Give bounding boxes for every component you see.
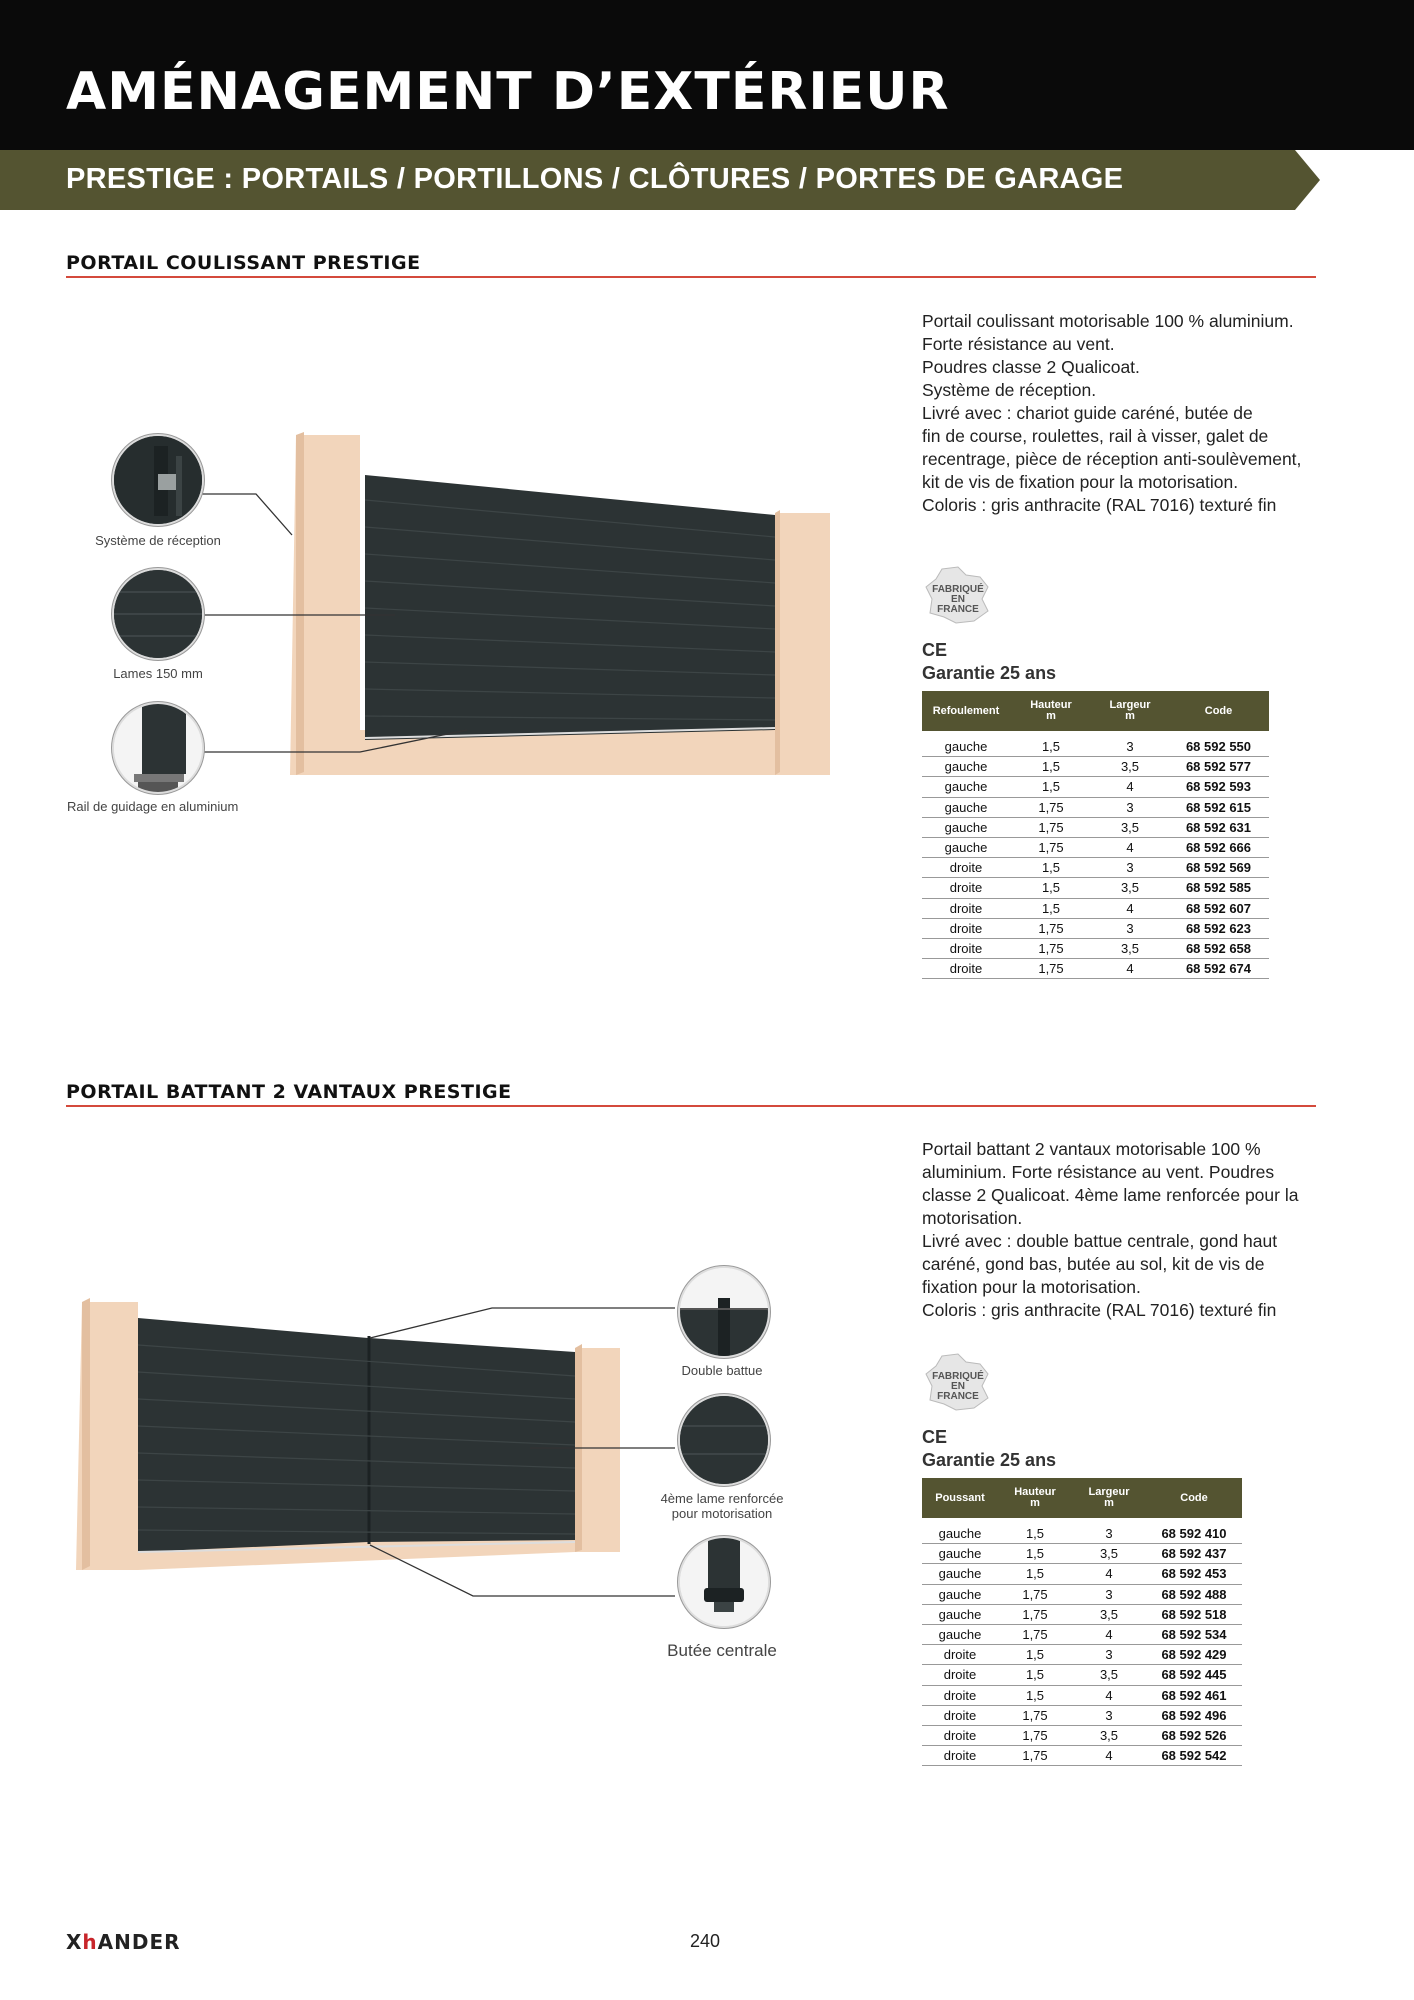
table-cell: 1,5 — [998, 1524, 1072, 1544]
table-cell: 3 — [1092, 737, 1168, 757]
table-row — [922, 1665, 1242, 1685]
table-cell: droite — [922, 878, 1010, 898]
reception-system-detail — [112, 434, 204, 526]
badge-line: FRANCE — [937, 1391, 979, 1402]
table-row — [922, 757, 1269, 777]
table-row — [922, 938, 1269, 958]
double-rebate-detail — [678, 1266, 770, 1358]
section-divider — [66, 1105, 1316, 1107]
table-cell: gauche — [922, 757, 1010, 777]
column-header: Largeur m — [1072, 1478, 1146, 1518]
table-cell: 4 — [1072, 1624, 1146, 1644]
table-cell: gauche — [922, 1524, 998, 1544]
brand-suffix: ANDER — [97, 1930, 181, 1954]
table-cell: gauche — [922, 1584, 998, 1604]
table-cell: gauche — [922, 1624, 998, 1644]
table-cell: 3,5 — [1092, 938, 1168, 958]
table-cell: gauche — [922, 1604, 998, 1624]
table-cell: 68 592 550 — [1168, 737, 1269, 757]
table-row — [922, 737, 1269, 757]
table-cell: droite — [922, 898, 1010, 918]
central-stop-detail — [678, 1536, 770, 1628]
table-cell: 68 592 445 — [1146, 1665, 1242, 1685]
column-header: Refoulement — [922, 691, 1010, 731]
column-header: Hauteur m — [998, 1478, 1072, 1518]
spec-table — [922, 1478, 1242, 1766]
table-cell: 68 592 526 — [1146, 1725, 1242, 1745]
table-row — [922, 1705, 1242, 1725]
table-row — [922, 1685, 1242, 1705]
spec-table-body — [922, 737, 1269, 979]
table-cell: 68 592 488 — [1146, 1584, 1242, 1604]
table-cell: 4 — [1092, 959, 1168, 979]
table-cell: droite — [922, 1746, 998, 1766]
table-cell: 1,5 — [998, 1544, 1072, 1564]
table-cell: 3 — [1072, 1645, 1146, 1665]
table-cell: 1,75 — [998, 1725, 1072, 1745]
table-cell: 68 592 461 — [1146, 1685, 1242, 1705]
badge-line: FABRIQUÉ — [932, 584, 984, 595]
table-row — [922, 858, 1269, 878]
section-title-swing-gate: PORTAIL BATTANT 2 VANTAUX PRESTIGE — [66, 1081, 512, 1103]
table-cell: 1,5 — [998, 1665, 1072, 1685]
table-cell: 68 592 542 — [1146, 1746, 1242, 1766]
badge-line: FRANCE — [937, 604, 979, 615]
section-divider — [66, 276, 1316, 278]
table-cell: droite — [922, 959, 1010, 979]
table-row — [922, 1746, 1242, 1766]
detail-caption: Double battue — [681, 1363, 763, 1378]
table-cell: 1,75 — [998, 1584, 1072, 1604]
table-cell: 68 592 429 — [1146, 1645, 1242, 1665]
table-row — [922, 1645, 1242, 1665]
table-cell: 3,5 — [1072, 1725, 1146, 1745]
badge-line: EN — [951, 1381, 965, 1392]
table-cell: 1,75 — [998, 1746, 1072, 1766]
made-in-france-badge — [922, 1352, 994, 1412]
table-row — [922, 797, 1269, 817]
badge-line: FABRIQUÉ — [932, 1371, 984, 1382]
table-cell: 68 592 607 — [1168, 898, 1269, 918]
table-cell: gauche — [922, 837, 1010, 857]
table-cell: 68 592 410 — [1146, 1524, 1242, 1544]
table-cell: 1,5 — [998, 1645, 1072, 1665]
column-header: Hauteur m — [1010, 691, 1092, 731]
table-cell: 4 — [1092, 777, 1168, 797]
ce-warranty: CE Garantie 25 ans — [922, 640, 1057, 683]
table-cell: gauche — [922, 797, 1010, 817]
page-number: 240 — [689, 1931, 721, 1951]
table-row — [922, 1604, 1242, 1624]
table-cell: droite — [922, 1685, 998, 1705]
product-description: Portail battant 2 vantaux motorisable 100 % aluminium. Forte résistance au vent. Poudres classe 2 Qualicoat. 4ème lame renforcée pour la motorisation. Livré avec : double battue centrale, gond haut caréné, gond bas, butée au sol, kit de vis de fixation pour la motorisation. Coloris : gris anthracite (RAL 7016) texturé fin — [922, 1139, 1299, 1320]
table-cell: 4 — [1092, 837, 1168, 857]
spec-table — [922, 691, 1269, 979]
made-in-france-badge — [922, 565, 994, 625]
table-cell: 68 592 577 — [1168, 757, 1269, 777]
table-cell: 1,75 — [998, 1624, 1072, 1644]
ce-warranty: CE Garantie 25 ans — [922, 1427, 1057, 1470]
page-title: AMÉNAGEMENT D’EXTÉRIEUR — [66, 62, 950, 122]
table-cell: 4 — [1072, 1746, 1146, 1766]
detail-caption: 4ème lame renforcée pour motorisation — [660, 1491, 784, 1521]
detail-caption: Système de réception — [95, 533, 221, 548]
table-cell: gauche — [922, 817, 1010, 837]
table-cell: 68 592 623 — [1168, 918, 1269, 938]
table-header-row — [922, 1478, 1242, 1518]
table-cell: 3,5 — [1072, 1665, 1146, 1685]
spec-table-body — [922, 1524, 1242, 1766]
table-cell: 1,5 — [1010, 757, 1092, 777]
table-cell: 68 592 593 — [1168, 777, 1269, 797]
table-cell: 68 592 534 — [1146, 1624, 1242, 1644]
product-description: Portail coulissant motorisable 100 % aluminium. Forte résistance au vent. Poudres classe 2 Qualicoat. Système de réception. Livré avec : chariot guide caréné, butée de fin de course, roulettes, rail à visser, galet de recentrage, pièce de réception anti-soulèvement, kit de vis de fixation pour la motorisation. Coloris : gris anthracite (RAL 7016) texturé fin — [922, 311, 1302, 515]
table-cell: 3 — [1092, 797, 1168, 817]
table-cell: 1,5 — [1010, 878, 1092, 898]
column-header: Largeur m — [1092, 691, 1168, 731]
brand-logo — [66, 1930, 181, 1954]
table-cell: 1,75 — [1010, 938, 1092, 958]
table-row — [922, 1725, 1242, 1745]
table-row — [922, 1584, 1242, 1604]
table-cell: 1,75 — [1010, 918, 1092, 938]
table-row — [922, 898, 1269, 918]
table-cell: 3,5 — [1072, 1544, 1146, 1564]
table-row — [922, 959, 1269, 979]
table-cell: gauche — [922, 1564, 998, 1584]
table-cell: 1,75 — [998, 1604, 1072, 1624]
table-cell: 68 592 666 — [1168, 837, 1269, 857]
table-cell: 1,5 — [1010, 777, 1092, 797]
column-header: Code — [1146, 1478, 1242, 1518]
table-cell: droite — [922, 1645, 998, 1665]
table-cell: 1,5 — [1010, 858, 1092, 878]
table-cell: 68 592 615 — [1168, 797, 1269, 817]
table-row — [922, 878, 1269, 898]
table-cell: 1,5 — [998, 1685, 1072, 1705]
table-cell: 1,75 — [998, 1705, 1072, 1725]
table-row — [922, 1624, 1242, 1644]
table-cell: 1,75 — [1010, 837, 1092, 857]
table-cell: 4 — [1072, 1564, 1146, 1584]
table-cell: 1,75 — [1010, 959, 1092, 979]
table-cell: 68 592 437 — [1146, 1544, 1242, 1564]
table-header-row — [922, 691, 1269, 731]
table-cell: 4 — [1072, 1685, 1146, 1705]
table-cell: 1,75 — [1010, 817, 1092, 837]
table-cell: 4 — [1092, 898, 1168, 918]
detail-caption: Rail de guidage en aluminium — [67, 799, 239, 814]
table-row — [922, 1544, 1242, 1564]
table-cell: 68 592 518 — [1146, 1604, 1242, 1624]
table-cell: 68 592 585 — [1168, 878, 1269, 898]
brand-h: h — [82, 1930, 98, 1954]
table-cell: droite — [922, 1705, 998, 1725]
column-header: Code — [1168, 691, 1269, 731]
table-cell: droite — [922, 938, 1010, 958]
slats-detail — [112, 568, 204, 660]
table-cell: gauche — [922, 737, 1010, 757]
table-row — [922, 918, 1269, 938]
table-cell: 1,75 — [1010, 797, 1092, 817]
table-cell: droite — [922, 1665, 998, 1685]
table-cell: gauche — [922, 777, 1010, 797]
table-cell: 68 592 674 — [1168, 959, 1269, 979]
table-cell: droite — [922, 1725, 998, 1745]
table-cell: droite — [922, 858, 1010, 878]
table-row — [922, 1524, 1242, 1544]
table-cell: gauche — [922, 1544, 998, 1564]
table-cell: 3,5 — [1072, 1604, 1146, 1624]
table-cell: 1,5 — [1010, 737, 1092, 757]
table-cell: 3,5 — [1092, 878, 1168, 898]
table-cell: 1,5 — [998, 1564, 1072, 1584]
table-row — [922, 837, 1269, 857]
table-cell: 68 592 569 — [1168, 858, 1269, 878]
table-cell: 68 592 453 — [1146, 1564, 1242, 1584]
table-cell: 3 — [1092, 918, 1168, 938]
table-cell: 68 592 496 — [1146, 1705, 1242, 1725]
table-row — [922, 817, 1269, 837]
section-subtitle: PRESTIGE : PORTAILS / PORTILLONS / CLÔTURES / PORTES DE GARAGE — [66, 163, 1124, 195]
column-header: Poussant — [922, 1478, 998, 1518]
table-row — [922, 1564, 1242, 1584]
table-cell: droite — [922, 918, 1010, 938]
table-cell: 3,5 — [1092, 757, 1168, 777]
section-title-sliding-gate: PORTAIL COULISSANT PRESTIGE — [66, 252, 421, 274]
table-cell: 1,5 — [1010, 898, 1092, 918]
badge-line: EN — [951, 594, 965, 605]
table-cell: 68 592 658 — [1168, 938, 1269, 958]
detail-caption: Lames 150 mm — [113, 666, 203, 681]
table-cell: 68 592 631 — [1168, 817, 1269, 837]
table-cell: 3,5 — [1092, 817, 1168, 837]
table-cell: 3 — [1092, 858, 1168, 878]
table-cell: 3 — [1072, 1705, 1146, 1725]
table-row — [922, 777, 1269, 797]
table-cell: 3 — [1072, 1584, 1146, 1604]
table-cell: 3 — [1072, 1524, 1146, 1544]
detail-caption: Butée centrale — [667, 1641, 777, 1660]
guide-rail-detail — [112, 702, 204, 794]
brand-prefix: X — [66, 1930, 83, 1954]
reinforced-slat-detail — [678, 1394, 770, 1486]
